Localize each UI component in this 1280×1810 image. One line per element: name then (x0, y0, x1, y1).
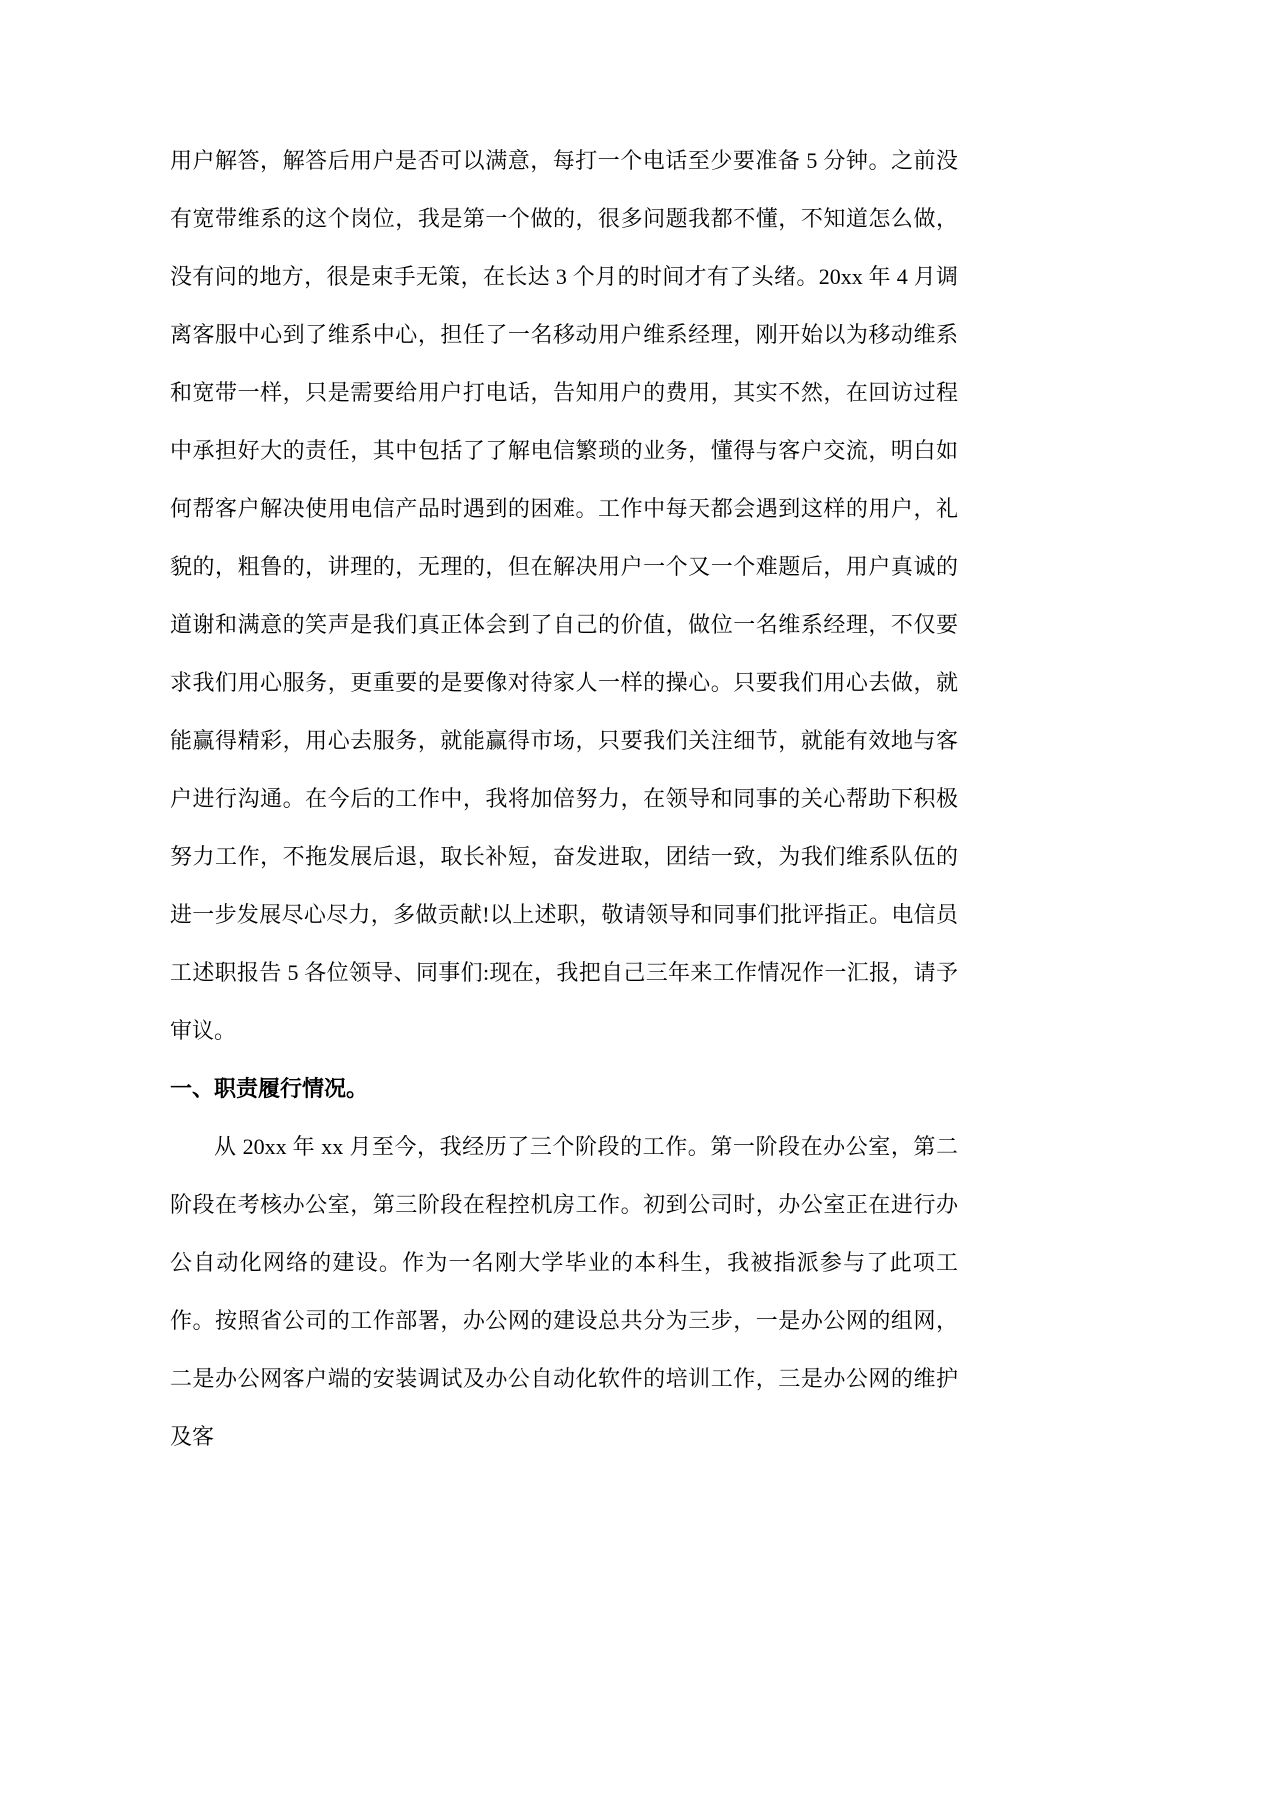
section-heading: 一、职责履行情况。 (170, 1076, 369, 1101)
paragraph-continuation: 用户解答，解答后用户是否可以满意，每打一个电话至少要准备 5 分钟。之前没有宽带维系的这个岗位，我是第一个做的，很多问题我都不懂，不知道怎么做，没有问的地方，很是束手无策，在长达 3 个月的时间才有了头绪。20xx 年 4 月调离客服中心到了维系中心，担任了一名移动用户维系经理，刚开始以为移动维系和宽带一样，只是需要给用户打电话，告知用户的费用，其实不然，在回访过程中承担好大的责任，其中包括了了解电信繁琐的业务，懂得与客户交流，明白如何帮客户解决使用电信产品时遇到的困难。工作中每天都会遇到这样的用户，礼貌的，粗鲁的，讲理的，无理的，但在解决用户一个又一个难题后，用户真诚的道谢和满意的笑声是我们真正体会到了自己的价值，做位一名维系经理，不仅要求我们用心服务，更重要的是要像对待家人一样的操心。只要我们用心去做，就能赢得精彩，用心去服务，就能赢得市场，只要我们关注细节，就能有效地与客户进行沟通。在今后的工作中，我将加倍努力，在领导和同事的关心帮助下积极努力工作，不拖发展后退，取长补短，奋发进取，团结一致，为我们维系队伍的进一步发展尽心尽力，多做贡献!以上述职，敬请领导和同事们批评指正。电信员工述职报告 5 各位领导、同事们:现在，我把自己三年来工作情况作一汇报，请予审议。 (170, 148, 958, 1043)
paragraph-duty-performance: 从 20xx 年 xx 月至今，我经历了三个阶段的工作。第一阶段在办公室，第二阶段在考核办公室，第三阶段在程控机房工作。初到公司时，办公室正在进行办公自动化网络的建设。作为一名刚大学毕业的本科生，我被指派参与了此项工作。按照省公司的工作部署，办公网的建设总共分为三步，一是办公网的组网，二是办公网客户端的安装调试及办公自动化软件的培训工作，三是办公网的维护及客 (170, 1134, 958, 1449)
